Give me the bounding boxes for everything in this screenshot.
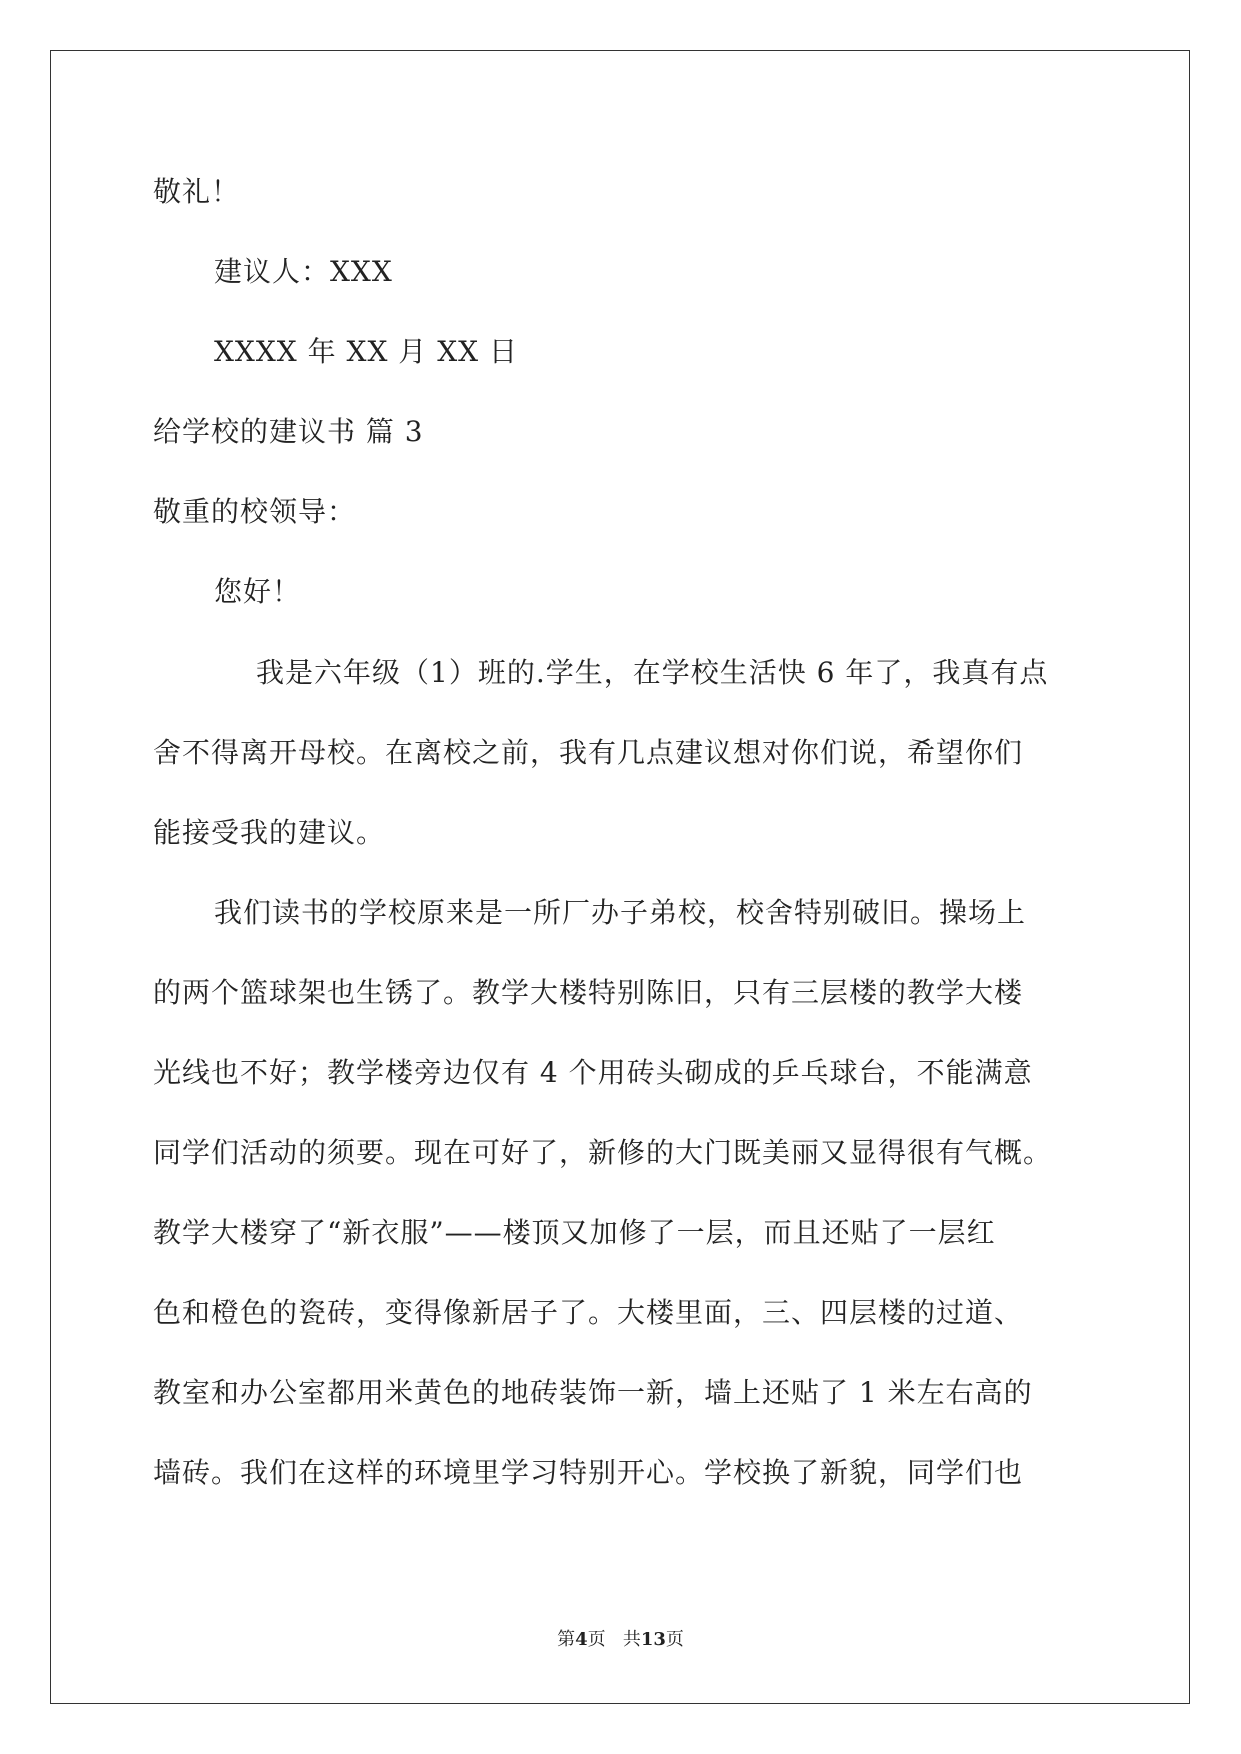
total-suffix: 页 (665, 1629, 684, 1650)
addressee: 敬重的校领导： (153, 495, 357, 528)
page-suffix: 页 (587, 1629, 606, 1650)
paragraph-line: 我是六年级（1）班的.学生，在学校生活快 6 年了，我真有点 (256, 656, 1049, 689)
paragraph-line: 的两个篮球架也生锈了。教学大楼特别陈旧，只有三层楼的教学大楼 (153, 976, 1024, 1009)
page-footer (0, 1628, 1241, 1652)
paragraph-line: 教学大楼穿了“新衣服”——楼顶又加修了一层，而且还贴了一层红 (153, 1216, 996, 1249)
section-heading: 给学校的建议书 篇 3 (153, 415, 424, 448)
signature-line: 建议人：XXX (214, 255, 393, 288)
date-line: XXXX 年 XX 月 XX 日 (214, 335, 518, 368)
paragraph-line: 舍不得离开母校。在离校之前，我有几点建议想对你们说，希望你们 (153, 736, 1024, 769)
greeting: 您好！ (214, 575, 302, 608)
paragraph-line: 教室和办公室都用米黄色的地砖装饰一新，墙上还贴了 1 米左右高的 (153, 1376, 1033, 1409)
total-pages: 13 (640, 1629, 666, 1650)
paragraph-line: 我们读书的学校原来是一所厂办子弟校，校舍特别破旧。操场上 (214, 896, 1027, 929)
paragraph-line: 光线也不好；教学楼旁边仅有 4 个用砖头砌成的乒乓球台，不能满意 (153, 1056, 1033, 1089)
paragraph-line: 同学们活动的须要。现在可好了，新修的大门既美丽又显得很有气概。 (153, 1136, 1053, 1169)
page-prefix: 第 (557, 1629, 576, 1650)
page-number: 4 (575, 1629, 588, 1650)
paragraph-line: 色和橙色的瓷砖，变得像新居子了。大楼里面，三、四层楼的过道、 (153, 1296, 1024, 1329)
paragraph-line: 墙砖。我们在这样的环境里学习特别开心。学校换了新貌，同学们也 (153, 1456, 1024, 1489)
paragraph-line: 能接受我的建议。 (153, 816, 386, 849)
total-prefix: 共 (622, 1629, 641, 1650)
closing-salutation: 敬礼！ (153, 175, 241, 208)
